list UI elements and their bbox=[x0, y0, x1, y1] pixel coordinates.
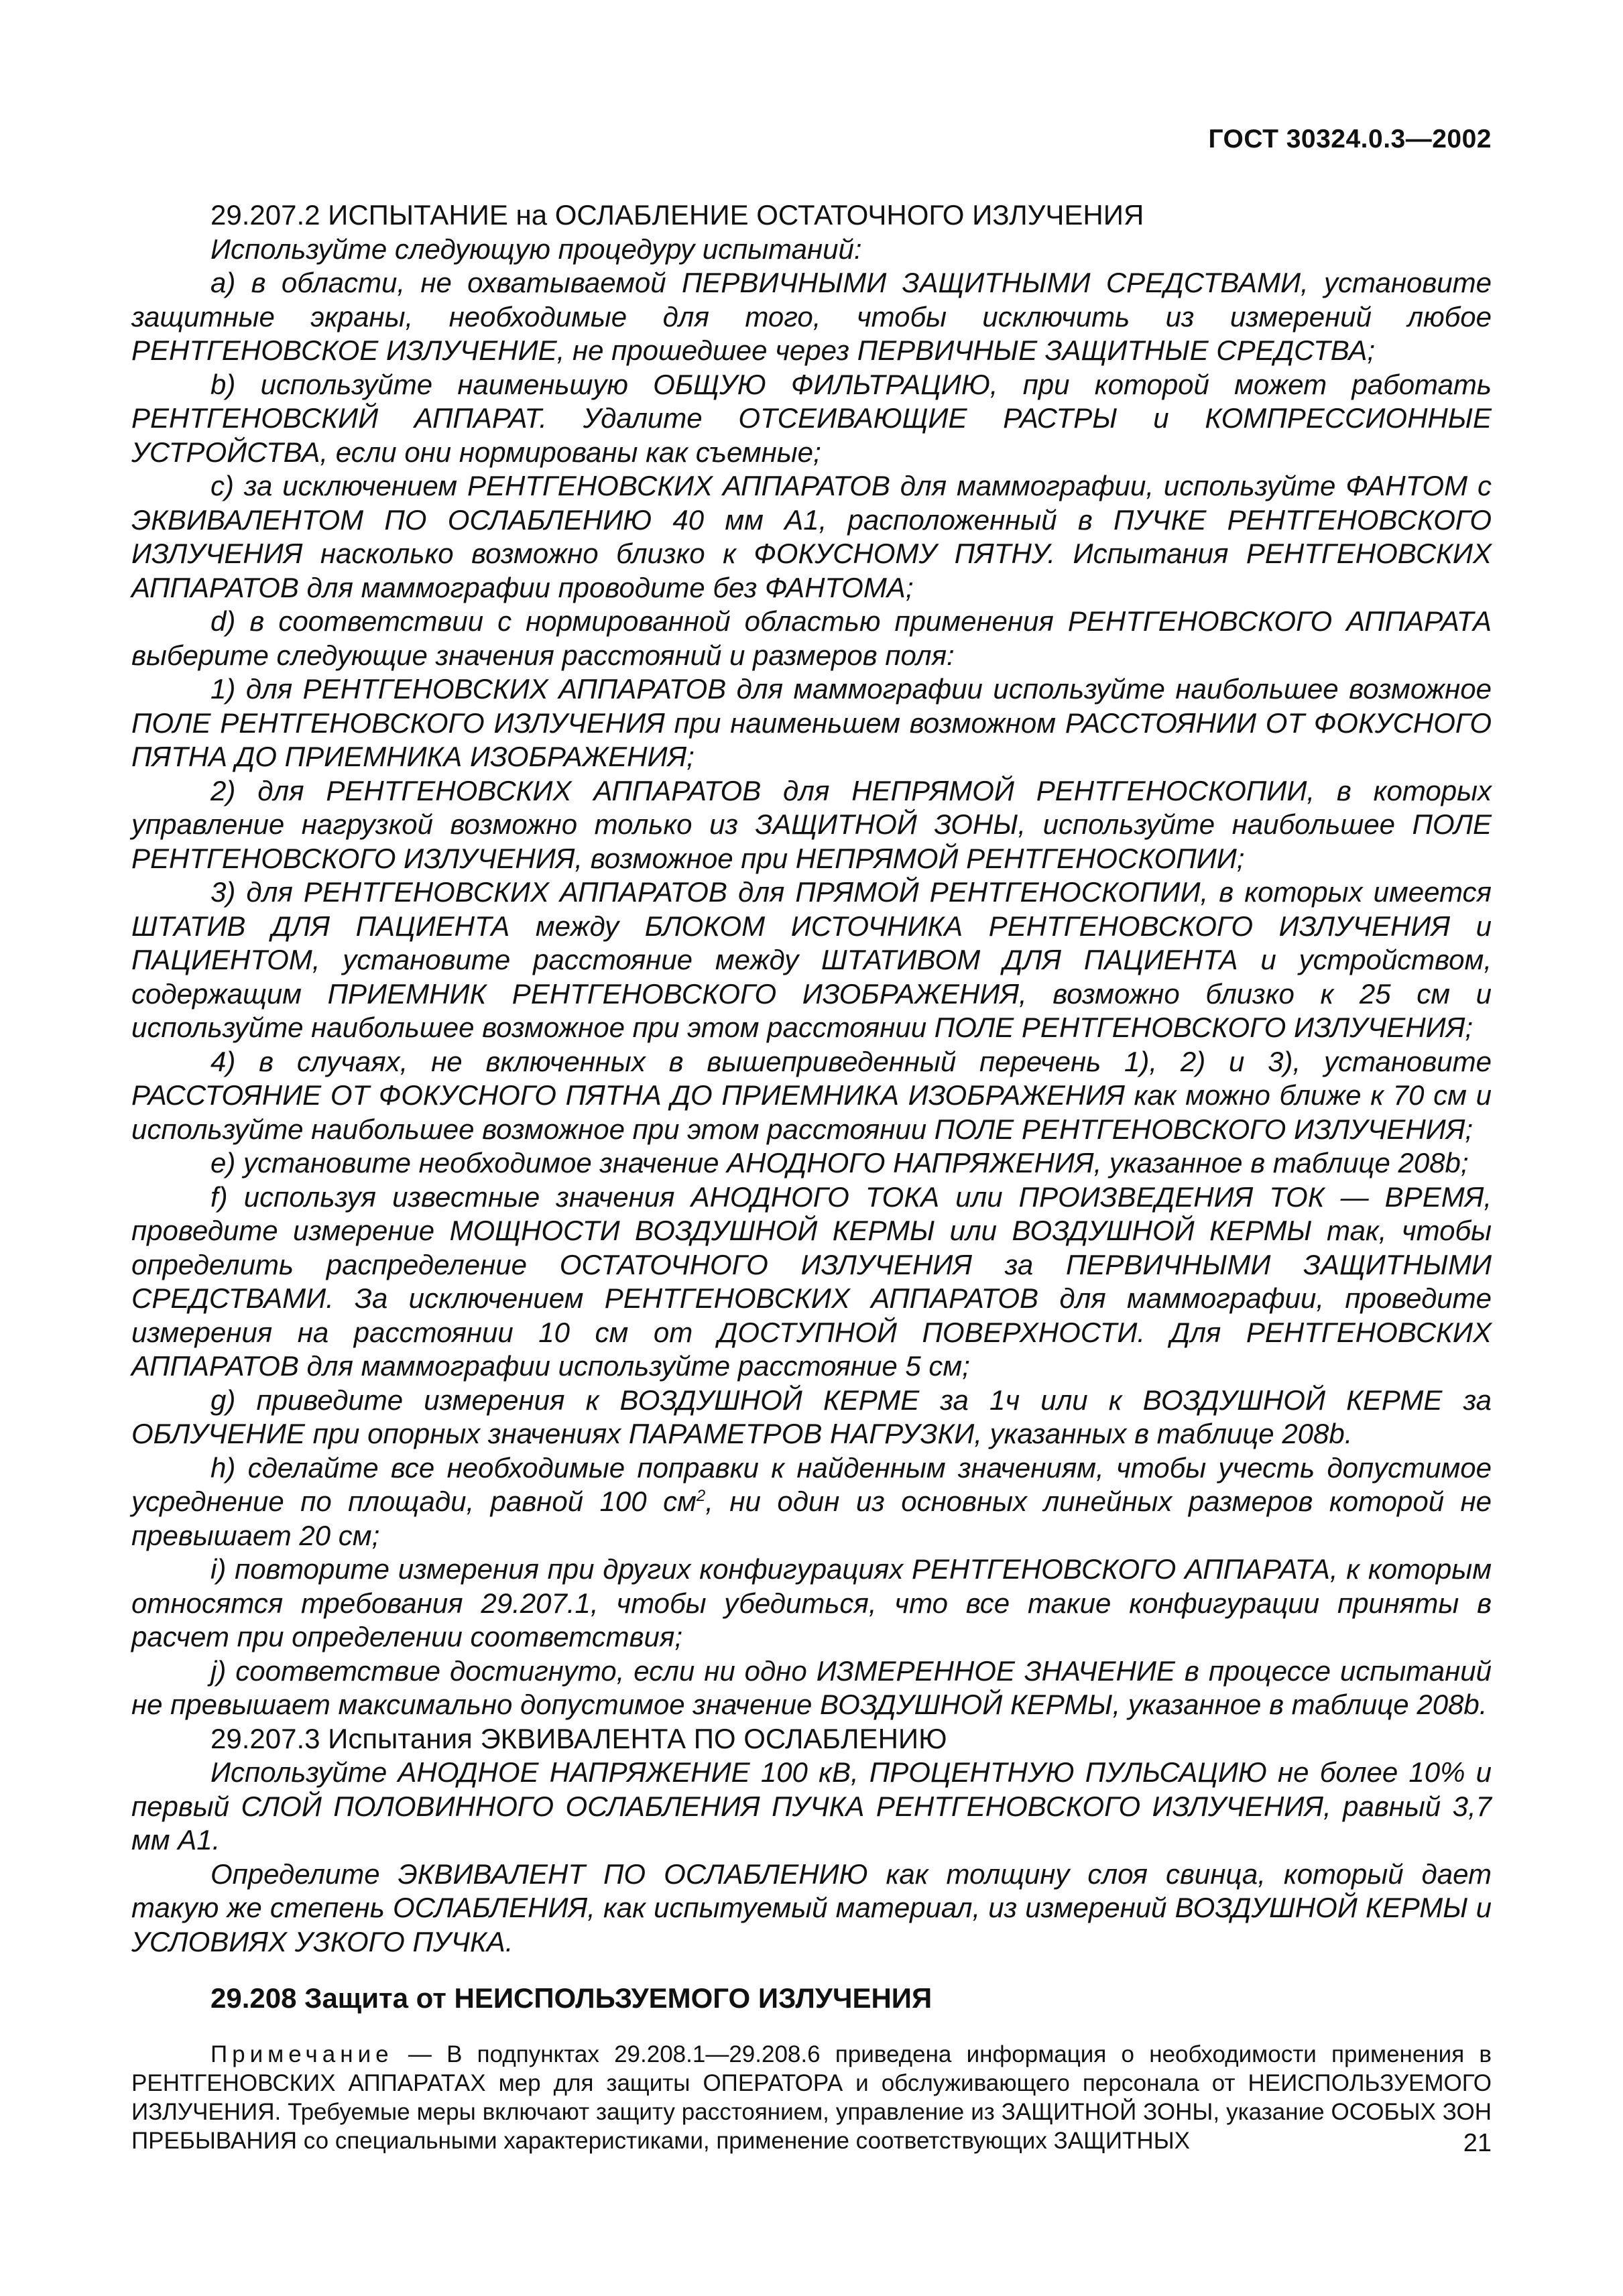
procedure-item-f: f) используя известные значения АНОДНОГО ТОКА или ПРОИЗВЕДЕНИЯ ТОК — ВРЕМЯ, проведите измерение МОЩНОСТИ ВОЗДУШНОЙ КЕРМЫ или ВОЗДУШНОЙ КЕРМЫ так, чтобы определить распределение ОСТАТОЧНОГО ИЗЛУЧЕНИЯ за ПЕРВИЧНЫМИ ЗАЩИТНЫМИ СРЕДСТВАМИ. За исключением РЕНТГЕНОВСКИХ АППАРАТОВ для маммографии, проведите измерения на расстоянии 10 см от ДОСТУПНОЙ ПОВЕРХНОСТИ. Для РЕНТГЕНОВСКИХ АППАРАТОВ для маммографии используйте расстояние 5 см; bbox=[131, 1181, 1492, 1382]
equivalent-test-definition: Определите ЭКВИВАЛЕНТ ПО ОСЛАБЛЕНИЮ как толщину слоя свинца, который дает такую же степень ОСЛАБЛЕНИЯ, как испытуемый материал, из измерений ВОЗДУШНОЙ КЕРМЫ и УСЛОВИЯХ УЗКОГО ПУЧКА. bbox=[131, 1858, 1492, 1957]
equivalent-test-conditions: Используйте АНОДНОЕ НАПРЯЖЕНИЕ 100 кВ, ПРОЦЕНТНУЮ ПУЛЬСАЦИЮ не более 10% и первый СЛОЙ ПОЛОВИННОГО ОСЛАБЛЕНИЯ ПУЧКА РЕНТГЕНОВСКОГО ИЗЛУЧЕНИЯ, равный 3,7 мм А1. bbox=[131, 1756, 1492, 1856]
procedure-item-d: d) в соответствии с нормированной областью применения РЕНТГЕНОВСКОГО АППАРАТА выберите следующие значения расстояний и размеров поля: bbox=[131, 605, 1492, 671]
procedure-item-h-text: h) сделайте все необходимые поправки к найденным значениям, чтобы учесть допустимое усреднение по площади, равной 100 см bbox=[131, 1451, 1492, 1517]
clause-heading-29-207-3: 29.207.3 Испытания ЭКВИВАЛЕНТА ПО ОСЛАБЛЕНИЮ bbox=[211, 1722, 947, 1754]
procedure-item-j: j) соответствие достигнуто, если ни одно ИЗМЕРЕННОЕ ЗНАЧЕНИЕ в процессе испытаний не превышает максимально допустимое значение ВОЗДУШНОЙ КЕРМЫ, указанное в таблице 208b. bbox=[131, 1654, 1492, 1720]
procedure-item-d-3: 3) для РЕНТГЕНОВСКИХ АППАРАТОВ для ПРЯМОЙ РЕНТГЕНОСКОПИИ, в которых имеется ШТАТИВ ДЛЯ ПАЦИЕНТА между БЛОКОМ ИСТОЧНИКА РЕНТГЕНОВСКОГО ИЗЛУЧЕНИЯ и ПАЦИЕНТОМ, установите расстояние между ШТАТИВОМ ДЛЯ ПАЦИЕНТА и устройством, содержащим ПРИЕМНИК РЕНТГЕНОВСКОГО ИЗОБРАЖЕНИЯ, возможно близко к 25 см и используйте наибольшее возможное при этом расстоянии ПОЛЕ РЕНТГЕНОВСКОГО ИЗЛУЧЕНИЯ; bbox=[131, 876, 1492, 1043]
procedure-item-a: a) в области, не охватываемой ПЕРВИЧНЫМИ ЗАЩИТНЫМИ СРЕДСТВАМИ, установите защитные экраны, необходимые для того, чтобы исключить из измерений любое РЕНТГЕНОВСКОЕ ИЗЛУЧЕНИЕ, не прошедшее через ПЕРВИЧНЫЕ ЗАЩИТНЫЕ СРЕДСТВА; bbox=[131, 267, 1492, 366]
note-paragraph bbox=[131, 2040, 1492, 2155]
procedure-item-b: b) используйте наименьшую ОБЩУЮ ФИЛЬТРАЦИЮ, при которой может работать РЕНТГЕНОВСКИЙ АППАРАТ. Удалите ОТСЕИВАЮЩИЕ РАСТРЫ и КОМПРЕССИОННЫЕ УСТРОЙСТВА, если они нормированы как съемные; bbox=[131, 368, 1492, 468]
procedure-item-d-4: 4) в случаях, не включенных в вышеприведенный перечень 1), 2) и 3), установите РАССТОЯНИЕ ОТ ФОКУСНОГО ПЯТНА ДО ПРИЕМНИКА ИЗОБРАЖЕНИЯ как можно ближе к 70 см и используйте наибольшее возможное при этом расстоянии ПОЛЕ РЕНТГЕНОВСКОГО ИЗЛУЧЕНИЯ; bbox=[131, 1045, 1492, 1145]
procedure-item-h bbox=[131, 1451, 1492, 1553]
note-text: — В подпунктах 29.208.1—29.208.6 приведена информация о необходимости применения в РЕНТГЕНОВСКИХ АППАРАТАХ мер для защиты ОПЕРАТОРА и обслуживающего персонала от НЕИСПОЛЬЗУЕМОГО ИЗЛУЧЕНИЯ. Требуемые меры включают защиту расстоянием, управление из ЗАЩИТНОЙ ЗОНЫ, указание ОСОБЫХ ЗОН ПРЕБЫВАНИЯ со специальными характеристиками, применение соответствующих ЗАЩИТНЫХ bbox=[131, 2041, 1492, 2154]
procedure-item-e: e) установите необходимое значение АНОДНОГО НАПРЯЖЕНИЯ, указанное в таблице 208b; bbox=[211, 1147, 1469, 1179]
clause-heading-29-207-2: 29.207.2 ИСПЫТАНИЕ на ОСЛАБЛЕНИЕ ОСТАТОЧНОГО ИЗЛУЧЕНИЯ bbox=[211, 199, 1144, 231]
procedure-item-d-2: 2) для РЕНТГЕНОВСКИХ АППАРАТОВ для НЕПРЯМОЙ РЕНТГЕНОСКОПИИ, в которых управление нагрузкой возможно только из ЗАЩИТНОЙ ЗОНЫ, используйте наибольшее ПОЛЕ РЕНТГЕНОВСКОГО ИЗЛУЧЕНИЯ, возможное при НЕПРЯМОЙ РЕНТГЕНОСКОПИИ; bbox=[131, 774, 1492, 874]
document-standard-number: ГОСТ 30324.0.3—2002 bbox=[1208, 125, 1492, 154]
superscript-2: 2 bbox=[696, 1487, 706, 1505]
procedure-item-i: i) повторите измерения при других конфигурациях РЕНТГЕНОВСКОГО АППАРАТА, к которым относятся требования 29.207.1, чтобы убедиться, что все такие конфигурации приняты в расчет при определении соответствия; bbox=[131, 1553, 1492, 1652]
procedure-item-d-1: 1) для РЕНТГЕНОВСКИХ АППАРАТОВ для маммографии используйте наибольшее возможное ПОЛЕ РЕНТГЕНОВСКОГО ИЗЛУЧЕНИЯ при наименьшем возможном РАССТОЯНИИ ОТ ФОКУСНОГО ПЯТНА ДО ПРИЕМНИКА ИЗОБРАЖЕНИЯ; bbox=[131, 673, 1492, 772]
procedure-item-g: g) приведите измерения к ВОЗДУШНОЙ КЕРМЕ за 1ч или к ВОЗДУШНОЙ КЕРМЕ за ОБЛУЧЕНИЕ при опорных значениях ПАРАМЕТРОВ НАГРУЗКИ, указанных в таблице 208b. bbox=[131, 1384, 1492, 1449]
section-heading-29-208: 29.208 Защита от НЕИСПОЛЬЗУЕМОГО ИЗЛУЧЕНИЯ bbox=[211, 1982, 933, 2014]
page-number: 21 bbox=[1463, 2129, 1492, 2157]
page-content bbox=[131, 198, 1492, 2155]
procedure-item-c: c) за исключением РЕНТГЕНОВСКИХ АППАРАТОВ для маммографии, используйте ФАНТОМ с ЭКВИВАЛЕНТОМ ПО ОСЛАБЛЕНИЮ 40 мм А1, расположенный в ПУЧКЕ РЕНТГЕНОВСКОГО ИЗЛУЧЕНИЯ насколько возможно близко к ФОКУСНОМУ ПЯТНУ. Испытания РЕНТГЕНОВСКИХ АППАРАТОВ для маммографии проводите без ФАНТОМА; bbox=[131, 470, 1492, 603]
procedure-item-h-text-end: , ни один из основных линейных размеров которой не превышает 20 см; bbox=[131, 1486, 1492, 1551]
note-label: Примечание bbox=[211, 2041, 394, 2067]
procedure-intro: Используйте следующую процедуру испытаний: bbox=[211, 233, 862, 265]
